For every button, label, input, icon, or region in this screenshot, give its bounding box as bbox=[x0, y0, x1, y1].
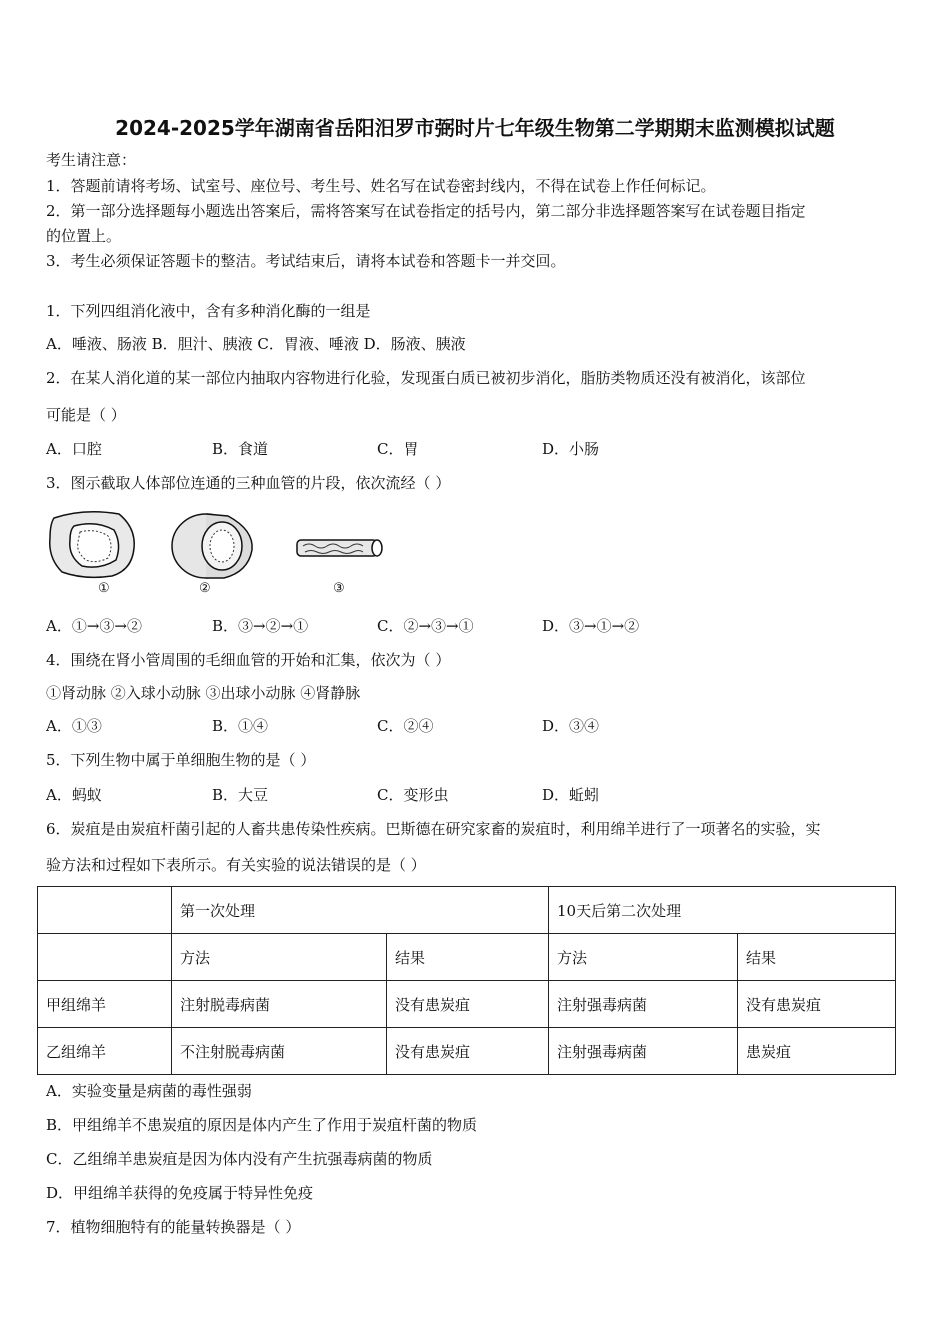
table-cell: 患炭疽 bbox=[738, 1028, 896, 1075]
q3-option-b: B．③→②→① bbox=[212, 617, 309, 635]
experiment-table bbox=[37, 886, 896, 1075]
q2-option-c: C．胃 bbox=[377, 440, 419, 458]
table-row bbox=[38, 981, 896, 1028]
table-cell: 没有患炭疽 bbox=[738, 981, 896, 1028]
table-row bbox=[38, 1028, 896, 1075]
table-cell: 没有患炭疽 bbox=[387, 981, 549, 1028]
q5-option-a: A．蚂蚁 bbox=[46, 786, 102, 804]
q1-options: A．唾液、肠液 B．胆汁、胰液 C．胃液、唾液 D．肠液、胰液 bbox=[46, 335, 466, 353]
table-subheader: 方法 bbox=[172, 934, 387, 981]
table-subheader: 结果 bbox=[387, 934, 549, 981]
vein-figure bbox=[166, 510, 260, 582]
table-cell: 注射脱毒病菌 bbox=[172, 981, 387, 1028]
fig-label-1: ① bbox=[98, 581, 110, 596]
q6-stem-cont: 验方法和过程如下表所示。有关实验的说法错误的是（ ） bbox=[46, 856, 426, 874]
notice-item-2-cont: 的位置上。 bbox=[46, 227, 122, 245]
q6-stem: 6．炭疽是由炭疽杆菌引起的人畜共患传染性疾病。巴斯德在研究家畜的炭疽时，利用绵羊进行了一项著名的实验，实 bbox=[46, 820, 821, 838]
fig-label-3: ③ bbox=[333, 581, 345, 596]
table-subheader-row bbox=[38, 934, 896, 981]
q6-option-c: C．乙组绵羊患炭疽是因为体内没有产生抗强毒病菌的物质 bbox=[46, 1150, 433, 1168]
q3-stem: 3．图示截取人体部位连通的三种血管的片段，依次流经（ ） bbox=[46, 474, 451, 492]
fig-label-2: ② bbox=[199, 581, 211, 596]
table-cell: 没有患炭疽 bbox=[387, 1028, 549, 1075]
table-cell-empty bbox=[38, 887, 172, 934]
q4-items: ①肾动脉 ②入球小动脉 ③出球小动脉 ④肾静脉 bbox=[46, 684, 361, 702]
notice-item-2: 2．第一部分选择题每小题选出答案后，需将答案写在试卷指定的括号内，第二部分非选择题答案写在试卷题目指定 bbox=[46, 202, 806, 220]
artery-figure bbox=[44, 508, 144, 580]
q3-option-d: D．③→①→② bbox=[542, 617, 640, 635]
q4-option-d: D．③④ bbox=[542, 717, 600, 735]
table-subheader: 结果 bbox=[738, 934, 896, 981]
table-cell-empty bbox=[38, 934, 172, 981]
table-cell: 注射强毒病菌 bbox=[549, 981, 738, 1028]
table-cell: 乙组绵羊 bbox=[38, 1028, 172, 1075]
table-header-second: 10天后第二次处理 bbox=[549, 887, 896, 934]
q5-stem: 5．下列生物中属于单细胞生物的是（ ） bbox=[46, 751, 316, 769]
q2-option-b: B．食道 bbox=[212, 440, 269, 458]
q2-stem-cont: 可能是（ ） bbox=[46, 406, 126, 424]
q7-stem: 7．植物细胞特有的能量转换器是（ ） bbox=[46, 1218, 301, 1236]
table-subheader: 方法 bbox=[549, 934, 738, 981]
table-cell: 注射强毒病菌 bbox=[549, 1028, 738, 1075]
page-title: 2024-2025学年湖南省岳阳汨罗市弼时片七年级生物第二学期期末监测模拟试题 bbox=[115, 116, 835, 140]
q2-stem: 2．在某人消化道的某一部位内抽取内容物进行化验，发现蛋白质已被初步消化，脂肪类物质还没有被消化，该部位 bbox=[46, 369, 806, 387]
q4-stem: 4．围绕在肾小管周围的毛细血管的开始和汇集，依次为（ ） bbox=[46, 651, 451, 669]
q2-option-a: A．口腔 bbox=[46, 440, 102, 458]
q6-option-d: D．甲组绵羊获得的免疫属于特异性免疫 bbox=[46, 1184, 314, 1202]
capillary-figure bbox=[293, 534, 387, 564]
table-cell: 甲组绵羊 bbox=[38, 981, 172, 1028]
q5-option-c: C．变形虫 bbox=[377, 786, 449, 804]
q6-option-b: B．甲组绵羊不患炭疽的原因是体内产生了作用于炭疽杆菌的物质 bbox=[46, 1116, 478, 1134]
q1-stem: 1．下列四组消化液中，含有多种消化酶的一组是 bbox=[46, 302, 371, 320]
q3-option-a: A．①→③→② bbox=[46, 617, 142, 635]
notice-heading: 考生请注意： bbox=[46, 151, 137, 169]
table-header-first: 第一次处理 bbox=[172, 887, 549, 934]
notice-item-1: 1．答题前请将考场、试室号、座位号、考生号、姓名写在试卷密封线内，不得在试卷上作任何标记。 bbox=[46, 177, 716, 195]
q2-option-d: D．小肠 bbox=[542, 440, 600, 458]
notice-item-3: 3．考生必须保证答题卡的整洁。考试结束后，请将本试卷和答题卡一并交回。 bbox=[46, 252, 566, 270]
table-header-row bbox=[38, 887, 896, 934]
q3-option-c: C．②→③→① bbox=[377, 617, 474, 635]
q6-option-a: A．实验变量是病菌的毒性强弱 bbox=[46, 1082, 252, 1100]
table-cell: 不注射脱毒病菌 bbox=[172, 1028, 387, 1075]
q4-option-c: C．②④ bbox=[377, 717, 434, 735]
q5-option-d: D．蚯蚓 bbox=[542, 786, 600, 804]
q4-option-b: B．①④ bbox=[212, 717, 269, 735]
q4-option-a: A．①③ bbox=[46, 717, 102, 735]
q5-option-b: B．大豆 bbox=[212, 786, 269, 804]
